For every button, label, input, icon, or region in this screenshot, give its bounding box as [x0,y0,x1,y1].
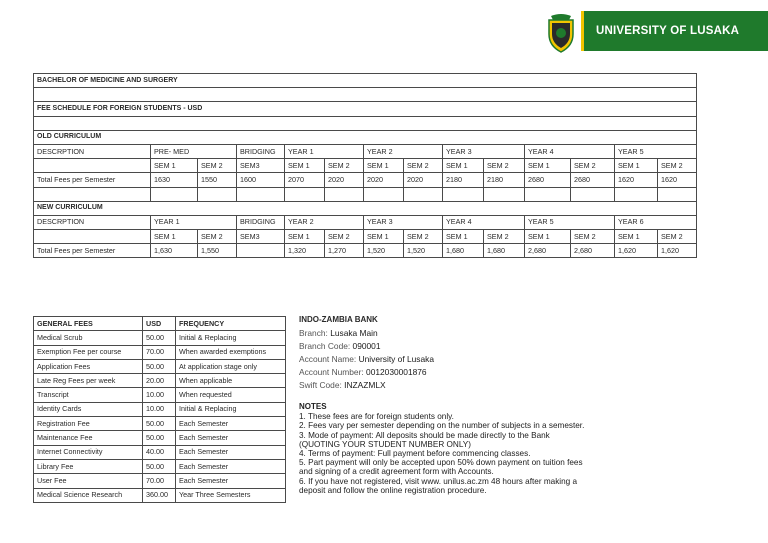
fee-cell: 1,620 [615,244,658,258]
semester-cell: SEM 1 [615,159,658,173]
fee-frequency: At application stage only [176,359,286,373]
semester-cell: SEM3 [237,159,285,173]
general-fee-row [34,388,286,402]
semester-cell: SEM 2 [198,230,237,244]
fee-cell: 1,680 [443,244,484,258]
semester-cell: SEM 2 [404,230,443,244]
semester-cell: SEM 1 [151,159,198,173]
fee-name: Exemption Fee per course [34,345,143,359]
account-name: University of Lusaka [358,353,435,364]
fee-frequency: Initial & Replacing [176,331,286,345]
new-year-row [34,215,697,229]
fee-amount: 20.00 [143,374,176,388]
fee-frequency: Each Semester [176,431,286,445]
year-cell: YEAR 4 [443,215,525,229]
bank-details: INDO-ZAMBIA BANK Branch: Lusaka Main Branch Code: 090001 Account Name: University of Lusaka Account Number: 0012030001876 Swift Code: INZAZMLX [299,314,629,391]
note-line: 1. These fees are for foreign students only. [299,412,454,422]
general-fee-row [34,374,286,388]
university-name-banner: UNIVERSITY OF LUSAKA [584,11,768,51]
fee-cell: 1630 [151,173,198,187]
general-fee-row [34,488,286,502]
fee-frequency: Each Semester [176,417,286,431]
old-curriculum-heading: OLD CURRICULUM [34,130,697,144]
account-number: 0012030001876 [366,366,427,377]
fee-cell: 1,320 [285,244,325,258]
fee-name: Internet Connectivity [34,445,143,459]
semester-cell: SEM 1 [364,230,404,244]
year-cell: YEAR 2 [364,144,443,158]
fee-amount: 50.00 [143,331,176,345]
fee-cell: 2020 [325,173,364,187]
general-fee-row [34,474,286,488]
semester-cell: SEM 2 [325,159,364,173]
fee-name: User Fee [34,474,143,488]
bank-name: INDO-ZAMBIA BANK [299,315,378,324]
general-fee-row [34,402,286,416]
university-crest-icon [545,14,577,54]
semester-cell: SEM 2 [658,230,697,244]
fee-frequency: Initial & Replacing [176,402,286,416]
fee-amount: 10.00 [143,388,176,402]
notes-title: NOTES [299,402,327,411]
year-cell: YEAR 6 [615,215,697,229]
total-label: Total Fees per Semester [34,173,151,187]
fee-amount: 10.00 [143,402,176,416]
semester-cell: SEM 2 [658,159,697,173]
fee-cell: 2020 [404,173,443,187]
fee-frequency: When requested [176,388,286,402]
semester-cell: SEM 2 [571,230,615,244]
semester-cell: SEM 2 [325,230,364,244]
general-fee-row [34,331,286,345]
fee-cell: 1600 [237,173,285,187]
fee-cell: 2180 [484,173,525,187]
year-cell: YEAR 2 [285,215,364,229]
fee-cell: 1,550 [198,244,237,258]
fee-frequency: Each Semester [176,474,286,488]
year-cell: YEAR 5 [525,215,615,229]
fee-schedule-table [33,73,697,258]
note-line: 4. Terms of payment: Full payment before commencing classes. [299,449,531,459]
fee-cell: 1,520 [364,244,404,258]
note-line: 3. Mode of payment: All deposits should be made directly to the Bank [299,430,550,440]
semester-cell: SEM 2 [484,159,525,173]
fee-cell: 2070 [285,173,325,187]
fee-cell [237,244,285,258]
general-fees-table [33,316,286,503]
year-cell: PRE- MED [151,144,237,158]
semester-cell: SEM 1 [285,230,325,244]
bank-branch: Lusaka Main [330,327,378,338]
fee-name: Transcript [34,388,143,402]
fee-cell: 1620 [615,173,658,187]
old-semester-row [34,159,697,173]
year-cell: YEAR 3 [443,144,525,158]
fee-cell: 2180 [443,173,484,187]
semester-cell: SEM3 [237,230,285,244]
fee-cell: 1620 [658,173,697,187]
fee-frequency: When applicable [176,374,286,388]
fee-cell: 2020 [364,173,404,187]
fee-cell: 2680 [525,173,571,187]
fee-cell: 2,680 [525,244,571,258]
new-semester-row [34,230,697,244]
column-header: GENERAL FEES [34,317,143,331]
general-fee-row [34,417,286,431]
fee-name: Maintenance Fee [34,431,143,445]
semester-cell: SEM 1 [525,230,571,244]
semester-cell: SEM 1 [443,230,484,244]
year-cell: BRIDGING [237,144,285,158]
total-label: Total Fees per Semester [34,244,151,258]
column-header: USD [143,317,176,331]
semester-cell: SEM 1 [615,230,658,244]
fee-frequency: When awarded exemptions [176,345,286,359]
general-fee-row [34,345,286,359]
year-cell: YEAR 5 [615,144,697,158]
fee-cell: 2,680 [571,244,615,258]
fee-cell: 2680 [571,173,615,187]
fee-amount: 40.00 [143,445,176,459]
notes-section [299,402,639,495]
note-line: 5. Part payment will only be accepted upon 50% down payment on tuition fees [299,458,583,468]
general-fees-header [34,317,286,331]
year-cell: YEAR 3 [364,215,443,229]
fee-name: Medical Science Research [34,488,143,502]
new-totals-row [34,244,697,258]
fee-amount: 50.00 [143,431,176,445]
year-cell: YEAR 4 [525,144,615,158]
semester-cell: SEM 2 [484,230,525,244]
fee-name: Identity Cards [34,402,143,416]
fee-amount: 50.00 [143,459,176,473]
general-fee-row [34,459,286,473]
fee-name: Medical Scrub [34,331,143,345]
general-fee-row [34,359,286,373]
fee-cell: 1,270 [325,244,364,258]
column-header: FREQUENCY [176,317,286,331]
general-fee-row [34,445,286,459]
year-cell: BRIDGING [237,215,285,229]
semester-cell: SEM 1 [525,159,571,173]
semester-cell: SEM 1 [151,230,198,244]
year-cell: YEAR 1 [285,144,364,158]
semester-cell: SEM 2 [198,159,237,173]
semester-cell: SEM 1 [364,159,404,173]
blank-row [34,88,697,102]
fee-cell: 1,520 [404,244,443,258]
spacer-row [34,187,697,201]
year-cell: YEAR 1 [151,215,237,229]
fee-amount: 50.00 [143,417,176,431]
note-line: (QUOTING YOUR STUDENT NUMBER ONLY) [299,439,471,449]
semester-cell: SEM 1 [443,159,484,173]
fee-frequency: Year Three Semesters [176,488,286,502]
fee-amount: 70.00 [143,345,176,359]
general-fee-row [34,431,286,445]
fee-amount: 360.00 [143,488,176,502]
semester-cell: SEM 1 [285,159,325,173]
fee-name: Registration Fee [34,417,143,431]
fee-name: Late Reg Fees per week [34,374,143,388]
fee-cell: 1,630 [151,244,198,258]
semester-cell: SEM 2 [404,159,443,173]
program-title: BACHELOR OF MEDICINE AND SURGERY [34,74,697,88]
old-totals-row [34,173,697,187]
bank-branch-code: 090001 [352,340,381,351]
note-line: 6. If you have not registered, visit www. unilus.ac.zm 48 hours after making a [299,476,578,486]
fee-amount: 70.00 [143,474,176,488]
description-label: DESCRPTION [34,215,151,229]
note-line: deposit and follow the online registration procedure. [299,485,487,495]
fee-cell: 1550 [198,173,237,187]
fee-name: Application Fees [34,359,143,373]
semester-cell: SEM 2 [571,159,615,173]
note-line: and signing of a credit agreement form with Accounts. [299,467,494,477]
fee-frequency: Each Semester [176,445,286,459]
fee-frequency: Each Semester [176,459,286,473]
note-line: 2. Fees vary per semester depending on the number of subjects in a semester. [299,421,585,431]
swift-code: INZAZMLX [344,379,386,390]
blank-row [34,116,697,130]
old-year-row [34,144,697,158]
new-curriculum-heading: NEW CURRICULUM [34,201,697,215]
fee-cell: 1,620 [658,244,697,258]
fee-name: Library Fee [34,459,143,473]
description-label: DESCRPTION [34,144,151,158]
fee-cell: 1,680 [484,244,525,258]
schedule-subtitle: FEE SCHEDULE FOR FOREIGN STUDENTS - USD [34,102,697,116]
fee-amount: 50.00 [143,359,176,373]
